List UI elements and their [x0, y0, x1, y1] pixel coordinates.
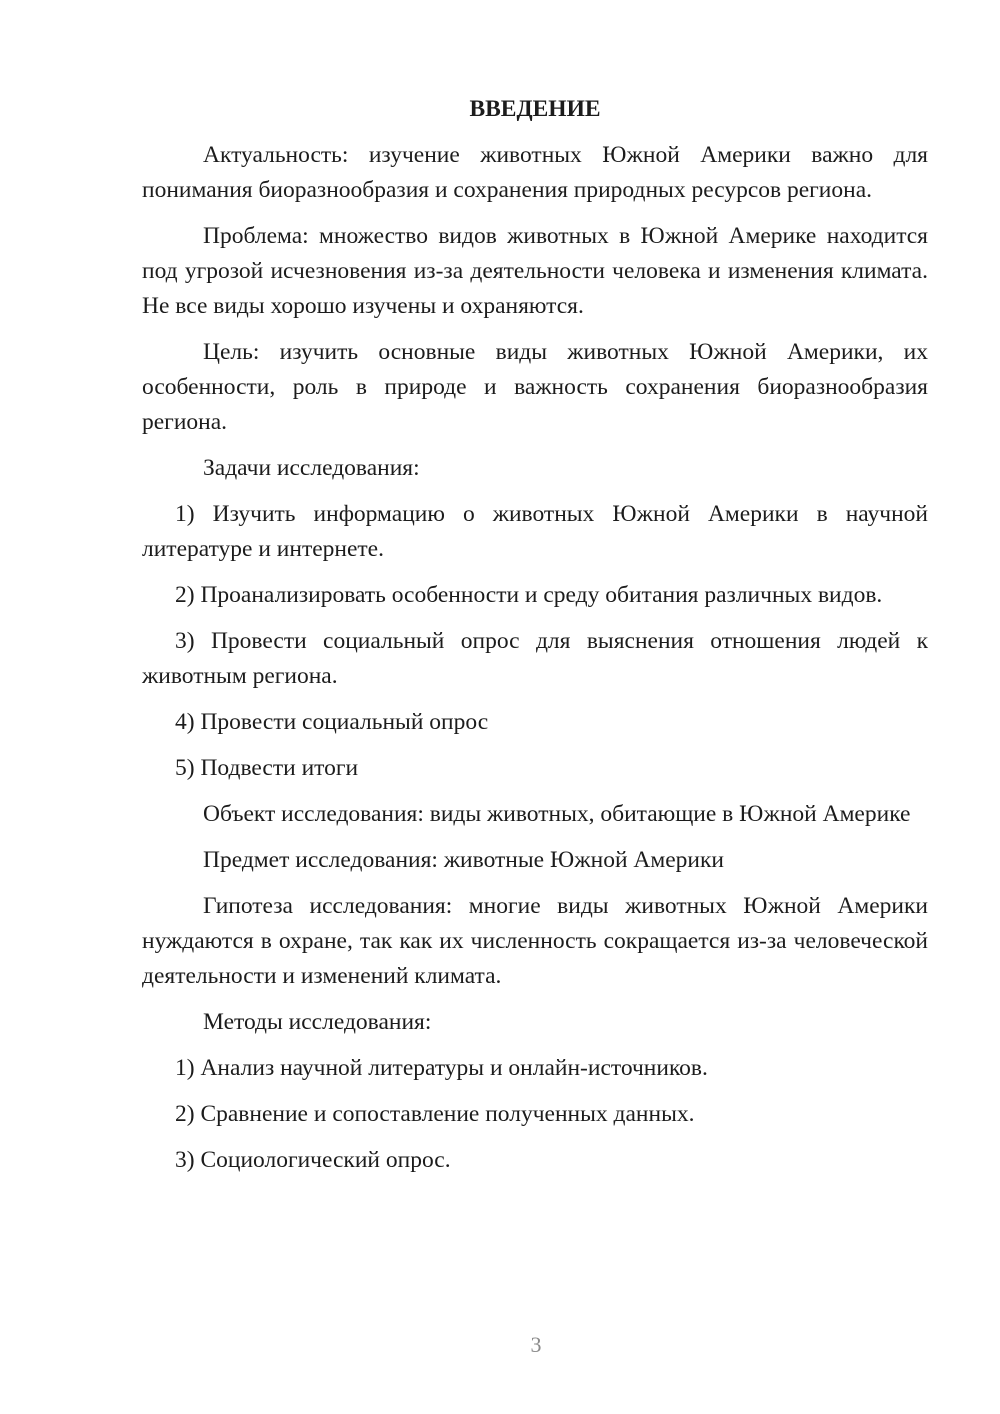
tasks-heading: Задачи исследования: — [203, 455, 420, 481]
method-item: 1) Анализ научной литературы и онлайн-источников. — [175, 1055, 708, 1081]
task-item: 4) Провести социальный опрос — [175, 709, 489, 735]
task-item: 3) Провести социальный опрос для выяснения отношения людей к животным региона. — [142, 628, 928, 689]
method-item: 3) Социологический опрос. — [175, 1147, 451, 1173]
page-number: 3 — [530, 1332, 542, 1357]
task-item: 5) Подвести итоги — [175, 755, 359, 781]
task-item: 1) Изучить информацию о животных Южной Америки в научной литературе и интернете. — [142, 501, 928, 562]
task-item: 2) Проанализировать особенности и среду обитания различных видов. — [175, 582, 883, 608]
relevance-paragraph: Актуальность: изучение животных Южной Америки важно для понимания биоразнообразия и сохранения природных ресурсов региона. — [142, 142, 928, 203]
hypothesis-paragraph: Гипотеза исследования: многие виды животных Южной Америки нуждаются в охране, так как их численность сокращается из-за человеческой деятельности и изменений климата. — [142, 893, 928, 989]
section-heading: ВВЕДЕНИЕ — [469, 96, 601, 122]
goal-paragraph: Цель: изучить основные виды животных Южной Америки, их особенности, роль в природе и важность сохранения биоразнообразия региона. — [142, 339, 928, 435]
subject-paragraph: Предмет исследования: животные Южной Америки — [203, 847, 724, 873]
problem-paragraph: Проблема: множество видов животных в Южной Америке находится под угрозой исчезновения из-за деятельности человека и изменения климата. Не все виды хорошо изучены и охраняются. — [142, 223, 928, 319]
object-paragraph: Объект исследования: виды животных, обитающие в Южной Америке — [203, 801, 911, 827]
methods-heading: Методы исследования: — [203, 1009, 432, 1035]
method-item: 2) Сравнение и сопоставление полученных данных. — [175, 1101, 695, 1127]
page-content — [142, 92, 928, 1189]
